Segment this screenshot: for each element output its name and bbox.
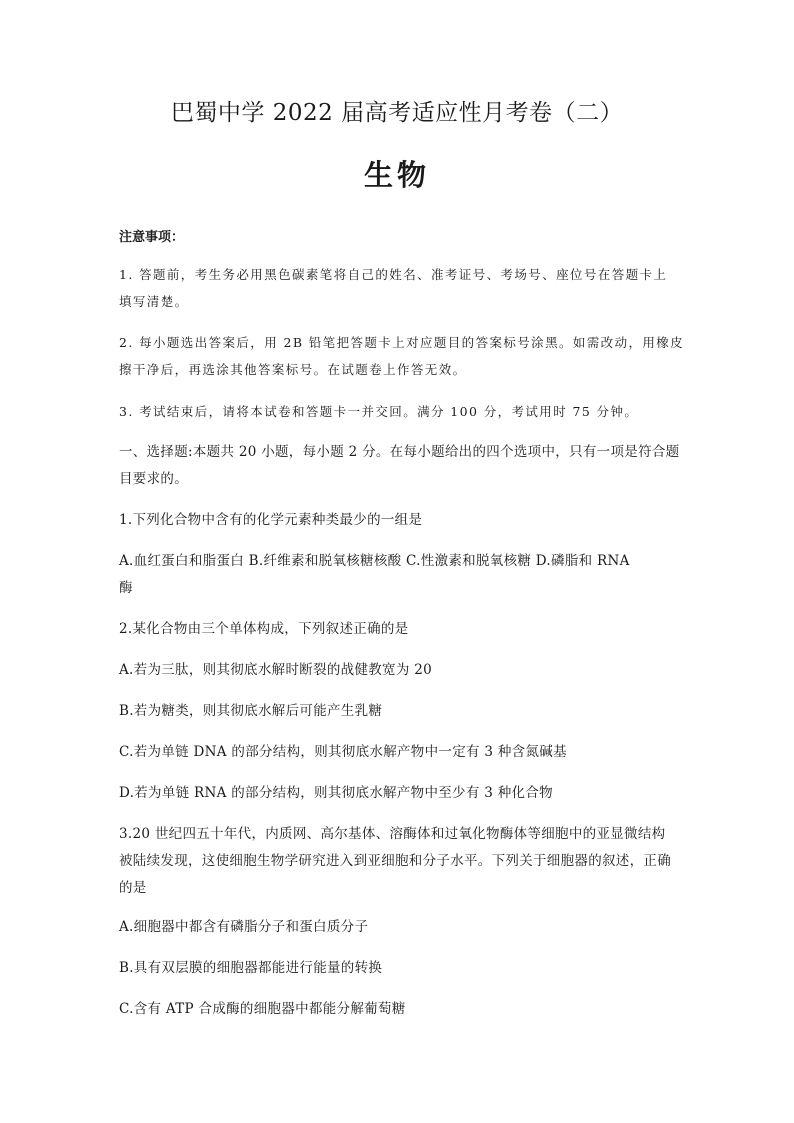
exam-title: 巴蜀中学 2022 届高考适应性月考卷（二） <box>170 100 624 126</box>
question-2-option-b: B.若为糖类，则其彻底水解后可能产生乳糖 <box>119 703 383 719</box>
subject-title: 生物 <box>363 158 430 192</box>
section-intro-line-2: 目要求的。 <box>119 471 188 487</box>
notice-item-2-line-2: 擦干净后，再选涂其他答案标号。在试题卷上作答无效。 <box>119 362 467 377</box>
notice-heading: 注意事项： <box>119 230 185 245</box>
question-2-stem: 2.某化合物由三个单体构成，下列叙述正确的是 <box>119 621 409 637</box>
notice-item-3: 3. 考试结束后，请将本试卷和答题卡一并交回。满分 100 分，考试用时 75 分钟。 <box>119 404 639 419</box>
question-3-stem-line-2: 被陆续发现，这使细胞生物学研究进入到亚细胞和分子水平。下列关于细胞器的叙述，正确 <box>119 853 671 869</box>
question-1-options-line-2: 酶 <box>119 580 133 596</box>
question-1-stem: 1.下列化合物中含有的化学元素种类最少的一组是 <box>119 512 423 528</box>
notice-item-2-line-1: 2. 每小题选出答案后，用 2B 铅笔把答题卡上对应题目的答案标号涂黑。如需改动，用橡皮 <box>119 335 685 350</box>
question-3-option-c: C.含有 ATP 合成酶的细胞器中都能分解葡萄糖 <box>119 1001 406 1017</box>
question-3-stem-line-3: 的是 <box>119 880 147 896</box>
question-2-option-a: A.若为三肽，则其彻底水解时断裂的战健教宽为 20 <box>119 662 433 678</box>
question-2-option-c: C.若为单链 DNA 的部分结构，则其彻底水解产物中一定有 3 种含氮碱基 <box>119 744 567 760</box>
notice-item-1-line-1: 1. 答题前，考生务必用黑色碳素笔将自己的姓名、准考证号、考场号、座位号在答题卡上 <box>119 267 668 282</box>
question-1-options-line-1: A.血红蛋白和脂蛋白 B.纤维素和脱氧核糖核酸 C.性激素和脱氧核糖 D.磷脂和 RNA <box>119 553 630 569</box>
section-intro-line-1: 一、选择题:本题共 20 小题，每小题 2 分。在每小题给出的四个选项中，只有一项是符合题 <box>119 444 680 460</box>
question-3-option-a: A.细胞器中都含有磷脂分子和蛋白质分子 <box>119 919 369 935</box>
question-2-option-d: D.若为单链 RNA 的部分结构，则其彻底水解产物中至少有 3 种化合物 <box>119 785 553 801</box>
notice-item-1-line-2: 填写清楚。 <box>119 294 189 309</box>
question-3-option-b: B.具有双层膜的细胞器都能进行能量的转换 <box>119 960 383 976</box>
question-3-stem-line-1: 3.20 世纪四五十年代，内质网、高尔基体、溶酶体和过氧化物酶体等细胞中的亚显微结构 <box>119 826 666 842</box>
